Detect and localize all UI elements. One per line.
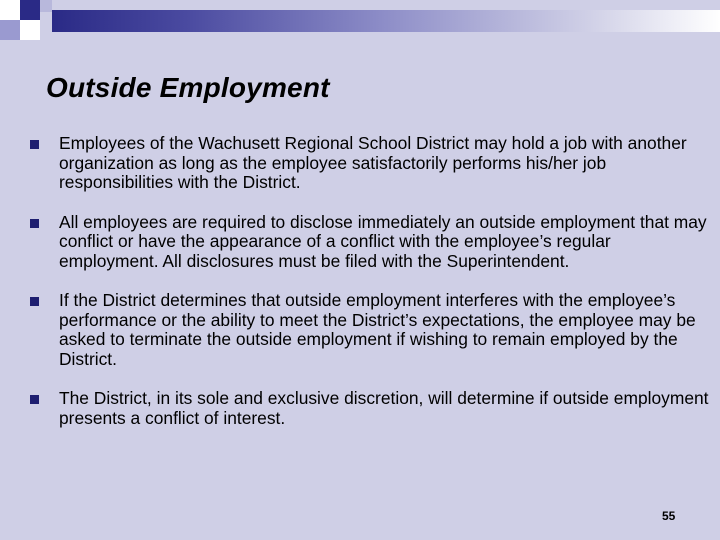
decor-square (40, 0, 52, 12)
bullet-text: All employees are required to disclose immediately an outside employment that may conflict or have the appearance of a conflict with the employee’s regular employment. All disclosures must be filed with the Superintendent. (59, 211, 707, 271)
bullet-item (30, 213, 710, 272)
bullet-item (30, 134, 710, 193)
decor-square (0, 0, 20, 20)
page-number: 55 (662, 509, 676, 523)
bullet-list (30, 134, 710, 448)
square-bullet-icon (30, 140, 39, 149)
square-bullet-icon (30, 219, 39, 228)
bullet-item (30, 291, 710, 369)
bullet-text: The District, in its sole and exclusive discretion, will determine if outside employment presents a conflict of interest. (59, 388, 709, 428)
bullet-text: If the District determines that outside employment interferes with the employee’s performance or the ability to meet the District’s expectations, the employee may be asked to terminate the outside employment if wishing to remain employed by the District. (59, 290, 696, 369)
decor-square (20, 0, 40, 20)
decor-square (0, 20, 20, 40)
square-bullet-icon (30, 297, 39, 306)
decor-gradient-bar (52, 10, 720, 32)
slide-title: Outside Employment (46, 72, 330, 103)
bullet-item (30, 389, 710, 428)
square-bullet-icon (30, 395, 39, 404)
bullet-text: Employees of the Wachusett Regional School District may hold a job with another organization as long as the employee satisfactorily performs his/her job responsibilities with the District. (59, 133, 687, 192)
decor-square (20, 20, 40, 40)
